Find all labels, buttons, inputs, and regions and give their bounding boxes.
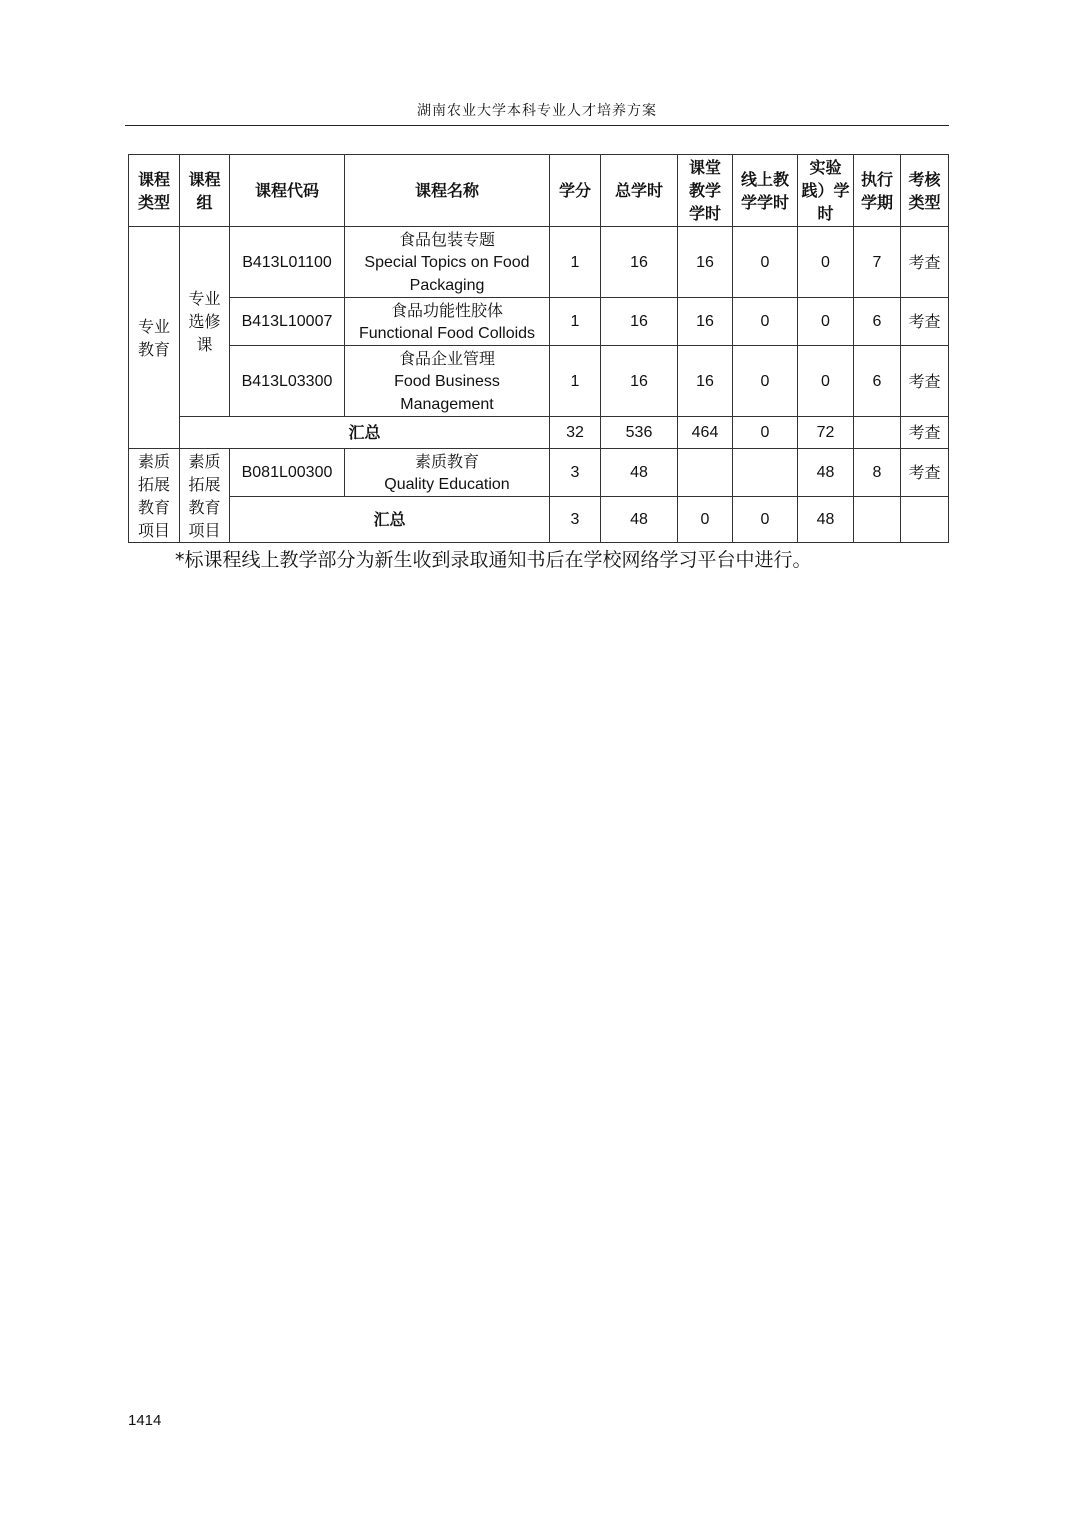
summary-total-hours: 536 xyxy=(601,417,678,449)
header-course-group: 课程 组 xyxy=(180,155,230,227)
table-header-row xyxy=(129,155,949,227)
table-row xyxy=(129,227,949,298)
summary-row xyxy=(129,417,949,449)
header-online-hours: 线上教 学学时 xyxy=(733,155,798,227)
online-hours xyxy=(733,449,798,497)
course-code: B413L03300 xyxy=(230,346,345,417)
page-header xyxy=(125,100,949,126)
summary-online-hours: 0 xyxy=(733,497,798,543)
practice-hours: 0 xyxy=(798,346,854,417)
semester: 7 xyxy=(854,227,901,298)
online-hours: 0 xyxy=(733,298,798,346)
table-row xyxy=(129,449,949,497)
assessment: 考查 xyxy=(901,298,949,346)
header-assessment: 考核 类型 xyxy=(901,155,949,227)
credits: 1 xyxy=(550,298,601,346)
section2-group-cell: 素质 拓展 教育 项目 xyxy=(180,449,230,543)
section1-type-cell: 专业 教育 xyxy=(129,227,180,449)
header-course-name: 课程名称 xyxy=(345,155,550,227)
total-hours: 48 xyxy=(601,449,678,497)
summary-class-hours: 464 xyxy=(678,417,733,449)
summary-semester xyxy=(854,497,901,543)
class-hours: 16 xyxy=(678,298,733,346)
course-name: 食品功能性胶体 Functional Food Colloids xyxy=(345,298,550,346)
header-credits: 学分 xyxy=(550,155,601,227)
credits: 3 xyxy=(550,449,601,497)
practice-hours: 0 xyxy=(798,227,854,298)
course-table xyxy=(128,154,949,543)
table-row xyxy=(129,298,949,346)
class-hours: 16 xyxy=(678,227,733,298)
header-total-hours: 总学时 xyxy=(601,155,678,227)
course-name: 素质教育 Quality Education xyxy=(345,449,550,497)
summary-semester xyxy=(854,417,901,449)
summary-label: 汇总 xyxy=(230,497,550,543)
page-number: 1414 xyxy=(128,1412,162,1429)
table-row xyxy=(129,346,949,417)
class-hours: 16 xyxy=(678,346,733,417)
semester: 6 xyxy=(854,298,901,346)
section1-group-cell: 专业 选修 课 xyxy=(180,227,230,417)
header-course-code: 课程代码 xyxy=(230,155,345,227)
summary-assessment: 考查 xyxy=(901,417,949,449)
credits: 1 xyxy=(550,346,601,417)
credits: 1 xyxy=(550,227,601,298)
assessment: 考查 xyxy=(901,227,949,298)
summary-credits: 3 xyxy=(550,497,601,543)
header-title: 湖南农业大学本科专业人才培养方案 xyxy=(417,103,657,119)
summary-label: 汇总 xyxy=(180,417,550,449)
class-hours xyxy=(678,449,733,497)
semester: 8 xyxy=(854,449,901,497)
header-practice-hours: 实验 践）学 时 xyxy=(798,155,854,227)
assessment: 考查 xyxy=(901,449,949,497)
header-class-hours: 课堂 教学 学时 xyxy=(678,155,733,227)
total-hours: 16 xyxy=(601,346,678,417)
course-name: 食品包装专题 Special Topics on Food Packaging xyxy=(345,227,550,298)
total-hours: 16 xyxy=(601,298,678,346)
online-hours: 0 xyxy=(733,227,798,298)
header-course-type: 课程 类型 xyxy=(129,155,180,227)
summary-class-hours: 0 xyxy=(678,497,733,543)
summary-online-hours: 0 xyxy=(733,417,798,449)
section2-type-cell: 素质 拓展 教育 项目 xyxy=(129,449,180,543)
summary-credits: 32 xyxy=(550,417,601,449)
course-code: B413L01100 xyxy=(230,227,345,298)
course-code: B413L10007 xyxy=(230,298,345,346)
course-name: 食品企业管理 Food Business Management xyxy=(345,346,550,417)
summary-row xyxy=(129,497,949,543)
summary-practice-hours: 48 xyxy=(798,497,854,543)
practice-hours: 0 xyxy=(798,298,854,346)
online-hours: 0 xyxy=(733,346,798,417)
semester: 6 xyxy=(854,346,901,417)
course-code: B081L00300 xyxy=(230,449,345,497)
summary-assessment xyxy=(901,497,949,543)
total-hours: 16 xyxy=(601,227,678,298)
header-semester: 执行 学期 xyxy=(854,155,901,227)
footnote: *标课程线上教学部分为新生收到录取通知书后在学校网络学习平台中进行。 xyxy=(175,549,812,571)
summary-practice-hours: 72 xyxy=(798,417,854,449)
assessment: 考查 xyxy=(901,346,949,417)
practice-hours: 48 xyxy=(798,449,854,497)
summary-total-hours: 48 xyxy=(601,497,678,543)
